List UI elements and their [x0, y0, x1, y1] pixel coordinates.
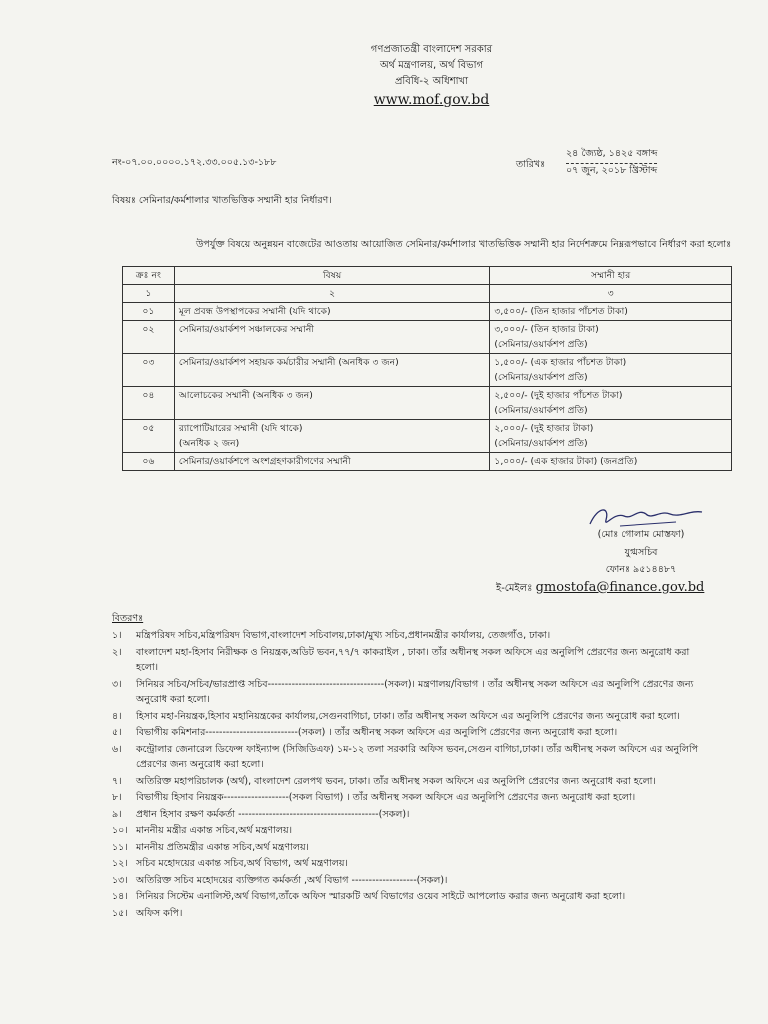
email-label: ই-মেইলঃ — [496, 583, 533, 594]
date-english: ০৭ জুন, ২০১৮ খ্রিস্টাব্দ — [566, 165, 658, 176]
list-item-number: ৬। — [112, 743, 122, 755]
list-item-number: ৪। — [112, 710, 122, 722]
list-item-text: কন্ট্রোলার জেনারেল ডিফেন্স ফাইন্যান্স (সিজিডিএফ) ১ম-১২ তলা সরকারি অফিস ভবন,সেগুন বাগিচা,ঢাকা। তাঁর অধীনস্থ সকল অফিসে এর অনুলিপি প্রেরণের জন্য অনুরোধ করা হলো। — [136, 743, 699, 770]
list-item — [112, 709, 712, 725]
table-index-row — [123, 285, 732, 303]
table-row — [123, 303, 732, 321]
list-item-number: ৫। — [112, 727, 122, 738]
list-item-text: বিভাগীয় কমিশনার---------------------------(সকল) । তাঁর অধীনস্থ সকল অফিসে এর অনুলিপি প্রেরণের জন্য অনুরোধ করা হলো। — [136, 727, 618, 738]
list-item-text: বিভাগীয় হিসাব নিয়ন্ত্রক-------------------(সকল বিভাগ) । তাঁর অধীনস্থ সকল অফিসে এর অনুলিপি প্রেরণের জন্য অনুরোধ করা হলো। — [136, 792, 636, 803]
list-item — [112, 823, 712, 839]
row-number-cell: ০২ — [123, 321, 175, 354]
list-item — [112, 725, 712, 741]
row-subject-cell: সেমিনার/ওয়ার্কশপ সহায়ক কর্মচারীর সম্মানী (অনধিক ৩ জন) — [174, 354, 489, 387]
list-item-number: ২। — [112, 646, 122, 658]
table-row — [123, 354, 732, 387]
row-rate-cell: ৩,৫০০/- (তিন হাজার পাঁচশত টাকা) — [490, 303, 732, 321]
list-item — [112, 677, 712, 708]
list-item-number: ৮। — [112, 792, 122, 803]
list-item-text: মাননীয় প্রতিমন্ত্রীর একান্ত সচিব,অর্থ মন্ত্রণালয়। — [136, 841, 309, 853]
list-item-text: অতিরিক্ত মহাপরিচালক (অর্থ), বাংলাদেশ রেলপথ ভবন, ঢাকা। তাঁর অধীনস্থ সকল অফিসে এর অনুলিপি প্রেরণের জন্য অনুরোধ করা হলো। — [136, 775, 656, 787]
list-item — [112, 628, 712, 644]
row-subject-cell: মূল প্রবন্ধ উপস্থাপকের সম্মানী (যদি থাকে) — [174, 303, 489, 321]
row-rate-cell: ২,০০০/- (দুই হাজার টাকা) (সেমিনার/ওয়ার্কশপ প্রতি) — [490, 420, 732, 453]
list-item-text: সচিব মহোদয়ের একান্ত সচিব,অর্থ বিভাগ, অর্থ মন্ত্রণালয়। — [136, 858, 348, 869]
list-item-number: ১১। — [112, 841, 128, 853]
list-item-text: মন্ত্রিপরিষদ সচিব,মন্ত্রিপরিষদ বিভাগ,বাংলাদেশ সচিবালয়,ঢাকা/মুখ্য সচিব,প্রধানমন্ত্রীর কার্যালয়, তেজগাঁও, ঢাকা। — [136, 630, 551, 641]
signatory-email — [496, 580, 704, 598]
body-paragraph: উপর্যুক্ত বিষয়ে অনুন্নয়ন বাজেটের আওতায় আয়োজিত সেমিনার/কর্মশালার খাতভিত্তিক সম্মানী হার নির্দেশক্রমে নিম্নরূপভাবে নির্ধারণ করা হলোঃ — [196, 239, 732, 250]
list-item-text: হিসাব মহা-নিয়ন্ত্রক,হিসাব মহানিয়ন্ত্রকের কার্যালয়,সেগুনবাগিচা, ঢাকা। তাঁর অধীনস্থ সকল অফিসে এর অনুলিপি প্রেরণের জন্য অনুরোধ করা হলো। — [136, 710, 680, 722]
row-number-cell: ০৬ — [123, 453, 175, 471]
table-row — [123, 387, 732, 420]
list-item-number: ৩। — [112, 678, 122, 690]
list-item-number: ১। — [112, 630, 122, 641]
row-subject-cell: সেমিনার/ওয়ার্কশপে অংশগ্রহণকারীগণের সম্মানী — [174, 453, 489, 471]
letterhead — [0, 42, 768, 110]
list-item-number: ৭। — [112, 775, 122, 787]
row-number-cell: ০৩ — [123, 354, 175, 387]
list-item-text: অফিস কপি। — [136, 907, 183, 919]
signatory-designation: যুগ্মসচিব — [624, 547, 658, 558]
row-number-cell: ০১ — [123, 303, 175, 321]
list-item-text: প্রধান হিসাব রক্ষণ কর্মকর্তা -----------------------------------------(সকল)। — [136, 808, 410, 820]
row-rate-cell: ২,৫০০/- (দুই হাজার পাঁচশত টাকা) (সেমিনার/ওয়ার্কশপ প্রতি) — [490, 387, 732, 420]
list-item-number: ১০। — [112, 825, 128, 836]
list-item-number: ১৩। — [112, 874, 128, 886]
distribution-list — [112, 628, 712, 922]
list-item-text: সিনিয়র সিস্টেম এনালিস্ট,অর্থ বিভাগ,তাঁকে অফিস স্মারকটি অর্থ বিভাগের ওয়েব সাইটে আপলোড করার জন্য অনুরোধ করা হলো। — [136, 891, 626, 902]
list-item — [112, 873, 712, 889]
distribution-title: বিতরণঃ — [112, 613, 144, 624]
date-bangla: ২৪ জ্যৈষ্ঠ, ১৪২৫ বঙ্গাব্দ — [566, 147, 657, 164]
index-cell: ২ — [174, 285, 489, 303]
row-rate-cell: ৩,০০০/- (তিন হাজার টাকা) (সেমিনার/ওয়ার্কশপ প্রতি) — [490, 321, 732, 354]
subject-line: বিষয়ঃ সেমিনার/কর্মশালার খাতভিত্তিক সম্মানী হার নির্ধারণ। — [112, 195, 332, 206]
table-row — [123, 453, 732, 471]
list-item — [112, 906, 712, 922]
list-item — [112, 889, 712, 905]
index-cell: ১ — [123, 285, 175, 303]
row-subject-cell: সেমিনার/ওয়ার্কশপ সঞ্চালকের সম্মানী — [174, 321, 489, 354]
list-item — [112, 856, 712, 872]
list-item-text: সিনিয়র সচিব/সচিব/ভারপ্রাপ্ত সচিব----------------------------------(সকল)। মন্ত্রণালয়/বিভাগ । তাঁর অধীনস্থ সকল অফিসে এর অনুলিপি প্রেরণের জন্য অনুরোধ করা হলো। — [136, 678, 694, 705]
list-item-number: ১৫। — [112, 907, 128, 919]
list-item-text: অতিরিক্ত সচিব মহোদয়ের ব্যক্তিগত কর্মকর্তা ,অর্থ বিভাগ -------------------(সকল)। — [136, 874, 448, 886]
header-cell: ক্রঃ নং — [123, 267, 175, 285]
signatory-phone: ফোনঃ ৯৫১৪৪৮৭ — [605, 564, 677, 575]
branch-name: প্রবিধি-২ অধিশাখা — [394, 76, 469, 87]
row-subject-cell: আলোচকের সম্মানী (অনধিক ৩ জন) — [174, 387, 489, 420]
list-item — [112, 774, 712, 790]
website-link[interactable]: www.mof.gov.bd — [373, 92, 490, 108]
list-item-text: বাংলাদেশ মহা-হিসাব নিরীক্ষক ও নিয়ন্ত্রক,অডিট ভবন,৭৭/৭ কাকরাইল , ঢাকা। তাঁর অধীনস্থ সকল অফিসে এর অনুলিপি প্রেরণের জন্য অনুরোধ করা হলো। — [136, 646, 690, 673]
row-rate-cell: ১,০০০/- (এক হাজার টাকা) (জনপ্রতি) — [490, 453, 732, 471]
list-item — [112, 807, 712, 823]
row-rate-cell: ১,৫০০/- (এক হাজার পাঁচশত টাকা) (সেমিনার/ওয়ার্কশপ প্রতি) — [490, 354, 732, 387]
ministry-name: অর্থ মন্ত্রণালয়, অর্থ বিভাগ — [379, 60, 484, 71]
signatory-name: (মোঃ গোলাম মোস্তফা) — [597, 529, 685, 540]
table-header-row — [123, 267, 732, 285]
row-subject-cell: র‍্যাপোটিয়ারের সম্মানী (যদি থাকে) (অনধিক ২ জন) — [174, 420, 489, 453]
email-address[interactable]: gmostofa@finance.gov.bd — [535, 580, 705, 595]
table-row — [123, 420, 732, 453]
header-cell: বিষয় — [174, 267, 489, 285]
honorarium-table — [122, 266, 732, 471]
list-item-number: ১২। — [112, 858, 128, 869]
list-item — [112, 742, 712, 773]
table-row — [123, 321, 732, 354]
list-item-text: মাননীয় মন্ত্রীর একান্ত সচিব,অর্থ মন্ত্রণালয়। — [136, 825, 293, 836]
list-item-number: ১৪। — [112, 891, 128, 902]
list-item — [112, 840, 712, 856]
index-cell: ৩ — [490, 285, 732, 303]
date-label: তারিখঃ — [516, 159, 546, 170]
list-item — [112, 645, 712, 676]
row-number-cell: ০৪ — [123, 387, 175, 420]
header-cell: সম্মানী হার — [490, 267, 732, 285]
list-item — [112, 790, 712, 806]
list-item-number: ৯। — [112, 808, 122, 820]
row-number-cell: ০৫ — [123, 420, 175, 453]
government-name: গণপ্রজাতন্ত্রী বাংলাদেশ সরকার — [370, 44, 493, 55]
memo-number: নং-০৭.০০.০০০০.১৭২.৩৩.০০৫.১৩-১৮৮ — [112, 157, 277, 168]
